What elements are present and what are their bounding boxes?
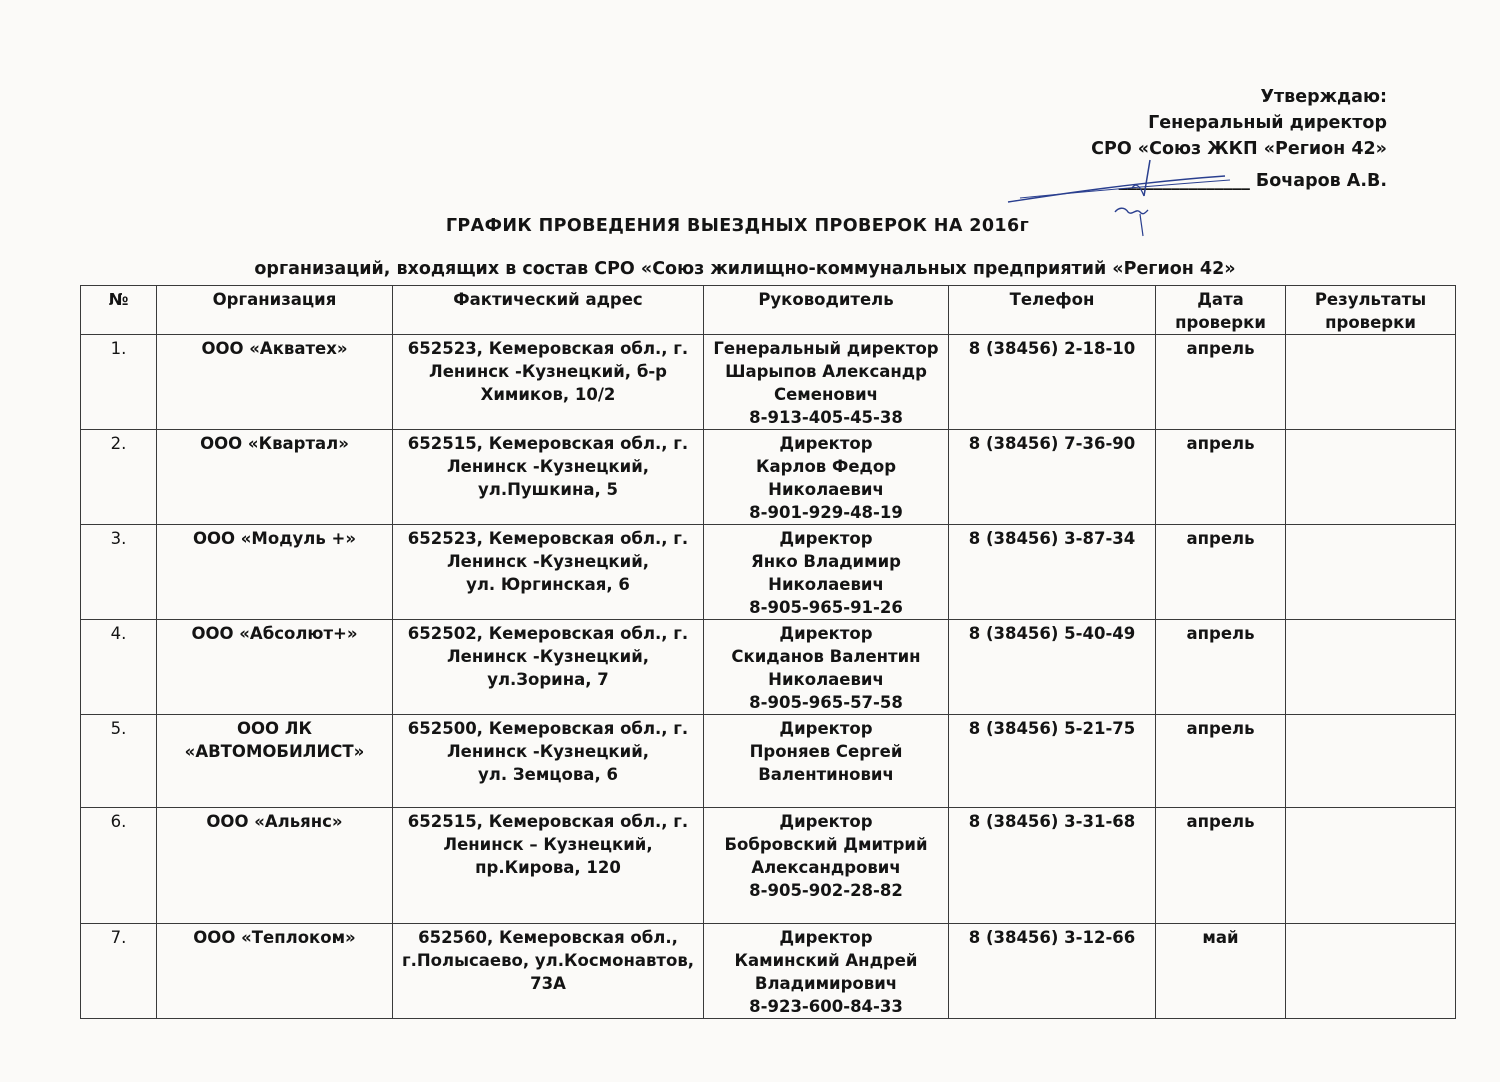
cell-head-line: 8-905-965-91-26 — [749, 598, 903, 617]
cell-head-line: 8-913-405-45-38 — [749, 408, 903, 427]
cell-head-line: Валентинович — [758, 765, 894, 784]
cell-address — [393, 525, 704, 620]
table-row — [81, 924, 1456, 1019]
table-row — [81, 715, 1456, 808]
cell-num: 6. — [81, 808, 157, 924]
header-date — [1156, 286, 1286, 335]
cell-num: 2. — [81, 430, 157, 525]
cell-phone: 8 (38456) 7-36-90 — [949, 430, 1156, 525]
cell-organization-line: ООО «Модуль +» — [192, 529, 357, 548]
cell-address-line: Ленинск -Кузнецкий, — [446, 552, 650, 571]
cell-result — [1286, 335, 1456, 430]
cell-phone: 8 (38456) 2-18-10 — [949, 335, 1156, 430]
header-num: № — [81, 286, 157, 335]
cell-organization — [157, 430, 393, 525]
cell-result — [1286, 620, 1456, 715]
signer-name: Бочаров А.В. — [1255, 171, 1387, 191]
cell-address — [393, 620, 704, 715]
cell-organization — [157, 525, 393, 620]
cell-head-line: Проняев Сергей — [749, 742, 903, 761]
header-date-line1: Дата — [1197, 290, 1244, 309]
inspection-schedule-table — [80, 285, 1456, 1019]
cell-organization — [157, 335, 393, 430]
cell-head-line: Генеральный директор — [713, 339, 939, 358]
cell-head-line: Каминский Андрей — [734, 951, 918, 970]
cell-date: апрель — [1156, 430, 1286, 525]
document-subtitle: организаций, входящих в состав СРО «Союз жилищно-коммунальных предприятий «Регион 42» — [254, 259, 1236, 279]
cell-organization-line: ООО ЛК — [236, 719, 312, 738]
cell-address — [393, 808, 704, 924]
cell-head — [704, 620, 949, 715]
cell-organization — [157, 620, 393, 715]
cell-organization — [157, 808, 393, 924]
cell-organization-line: ООО «Абсолют+» — [191, 624, 358, 643]
cell-address-line: ул.Пушкина, 5 — [478, 480, 618, 499]
cell-head-line: Шарыпов Александр — [725, 362, 927, 381]
cell-address — [393, 715, 704, 808]
table-row — [81, 525, 1456, 620]
header-address: Фактический адрес — [393, 286, 704, 335]
cell-head-line: 8-905-902-28-82 — [749, 881, 903, 900]
table-row — [81, 335, 1456, 430]
cell-num: 5. — [81, 715, 157, 808]
cell-address-line: 652515, Кемеровская обл., г. — [407, 812, 689, 831]
cell-address-line: Ленинск -Кузнецкий, — [446, 647, 650, 666]
approval-block — [1091, 84, 1387, 194]
cell-date: апрель — [1156, 335, 1286, 430]
header-result-line2: проверки — [1325, 313, 1416, 332]
cell-result — [1286, 430, 1456, 525]
cell-head-line: 8-923-600-84-33 — [749, 997, 903, 1016]
cell-address-line: Ленинск -Кузнецкий, — [446, 457, 650, 476]
cell-head — [704, 335, 949, 430]
table-row — [81, 808, 1456, 924]
cell-num: 4. — [81, 620, 157, 715]
cell-address-line: ул.Зорина, 7 — [487, 670, 609, 689]
cell-head-line: Бобровский Дмитрий — [724, 835, 928, 854]
cell-organization-line: ООО «Акватех» — [201, 339, 348, 358]
cell-address-line: 652523, Кемеровская обл., г. — [407, 529, 689, 548]
cell-head-line: Директор — [779, 434, 873, 453]
cell-organization — [157, 715, 393, 808]
table-row — [81, 620, 1456, 715]
cell-organization-line: ООО «Квартал» — [200, 434, 349, 453]
cell-result — [1286, 924, 1456, 1019]
approval-signature-line — [1091, 168, 1387, 194]
signature-blank: _______________ — [1118, 171, 1250, 191]
cell-head-line: Александрович — [751, 858, 901, 877]
cell-head-line: 8-905-965-57-58 — [749, 693, 903, 712]
cell-organization-line: ООО «Теплоком» — [193, 928, 356, 947]
cell-num: 3. — [81, 525, 157, 620]
cell-result — [1286, 715, 1456, 808]
cell-address — [393, 335, 704, 430]
cell-organization-line: «АВТОМОБИЛИСТ» — [184, 742, 365, 761]
cell-phone: 8 (38456) 5-21-75 — [949, 715, 1156, 808]
cell-phone: 8 (38456) 3-87-34 — [949, 525, 1156, 620]
cell-address — [393, 924, 704, 1019]
table-header-row — [81, 286, 1456, 335]
cell-head — [704, 715, 949, 808]
cell-result — [1286, 808, 1456, 924]
cell-date: апрель — [1156, 808, 1286, 924]
cell-address-line: Ленинск -Кузнецкий, — [446, 742, 650, 761]
header-result — [1286, 286, 1456, 335]
cell-head-line: Николаевич — [768, 575, 884, 594]
cell-address-line: пр.Кирова, 120 — [475, 858, 621, 877]
cell-address-line: ул. Земцова, 6 — [478, 765, 618, 784]
cell-num: 7. — [81, 924, 157, 1019]
cell-address-line: 652560, Кемеровская обл., — [418, 928, 678, 947]
cell-num: 1. — [81, 335, 157, 430]
cell-head-line: Семенович — [773, 385, 879, 404]
cell-address-line: г.Полысаево, ул.Космонавтов, — [401, 951, 695, 970]
cell-address-line: 652523, Кемеровская обл., г. — [407, 339, 689, 358]
cell-phone: 8 (38456) 3-12-66 — [949, 924, 1156, 1019]
cell-phone: 8 (38456) 3-31-68 — [949, 808, 1156, 924]
cell-address-line: 652502, Кемеровская обл., г. — [407, 624, 689, 643]
cell-head-line: Янко Владимир — [751, 552, 901, 571]
cell-head-line: Директор — [779, 928, 873, 947]
header-head: Руководитель — [704, 286, 949, 335]
header-result-line1: Результаты — [1314, 290, 1427, 309]
cell-head-line: Директор — [779, 812, 873, 831]
table-row — [81, 430, 1456, 525]
cell-date: апрель — [1156, 715, 1286, 808]
header-organization: Организация — [157, 286, 393, 335]
cell-address — [393, 430, 704, 525]
approval-organization: СРО «Союз ЖКП «Регион 42» — [1091, 139, 1387, 159]
cell-head-line: Николаевич — [768, 480, 884, 499]
cell-head — [704, 924, 949, 1019]
cell-head-line: Директор — [779, 719, 873, 738]
cell-address-line: 652515, Кемеровская обл., г. — [407, 434, 689, 453]
cell-result — [1286, 525, 1456, 620]
cell-address-line: Ленинск -Кузнецкий, б-р — [429, 362, 667, 381]
cell-head-line: Владимирович — [754, 974, 898, 993]
cell-address-line: 73А — [530, 974, 566, 993]
approval-label: Утверждаю: — [1260, 87, 1387, 107]
header-date-line2: проверки — [1175, 313, 1266, 332]
cell-address-line: ул. Юргинская, 6 — [466, 575, 630, 594]
cell-address-line: Химиков, 10/2 — [480, 385, 616, 404]
cell-head-line: 8-901-929-48-19 — [749, 503, 903, 522]
header-phone: Телефон — [949, 286, 1156, 335]
cell-address-line: 652500, Кемеровская обл., г. — [407, 719, 689, 738]
cell-head-line: Директор — [779, 529, 873, 548]
cell-head — [704, 430, 949, 525]
cell-date: май — [1156, 924, 1286, 1019]
cell-organization-line: ООО «Альянс» — [206, 812, 343, 831]
cell-organization — [157, 924, 393, 1019]
cell-date: апрель — [1156, 525, 1286, 620]
cell-head-line: Карлов Федор — [755, 457, 897, 476]
document-title: ГРАФИК ПРОВЕДЕНИЯ ВЫЕЗДНЫХ ПРОВЕРОК НА 2016г — [445, 216, 1030, 236]
approval-position: Генеральный директор — [1148, 113, 1387, 133]
cell-date: апрель — [1156, 620, 1286, 715]
cell-address-line: Ленинск – Кузнецкий, — [443, 835, 653, 854]
cell-phone: 8 (38456) 5-40-49 — [949, 620, 1156, 715]
cell-head-line: Скиданов Валентин — [731, 647, 921, 666]
cell-head-line: Директор — [779, 624, 873, 643]
cell-head — [704, 808, 949, 924]
cell-head-line: Николаевич — [768, 670, 884, 689]
cell-head — [704, 525, 949, 620]
